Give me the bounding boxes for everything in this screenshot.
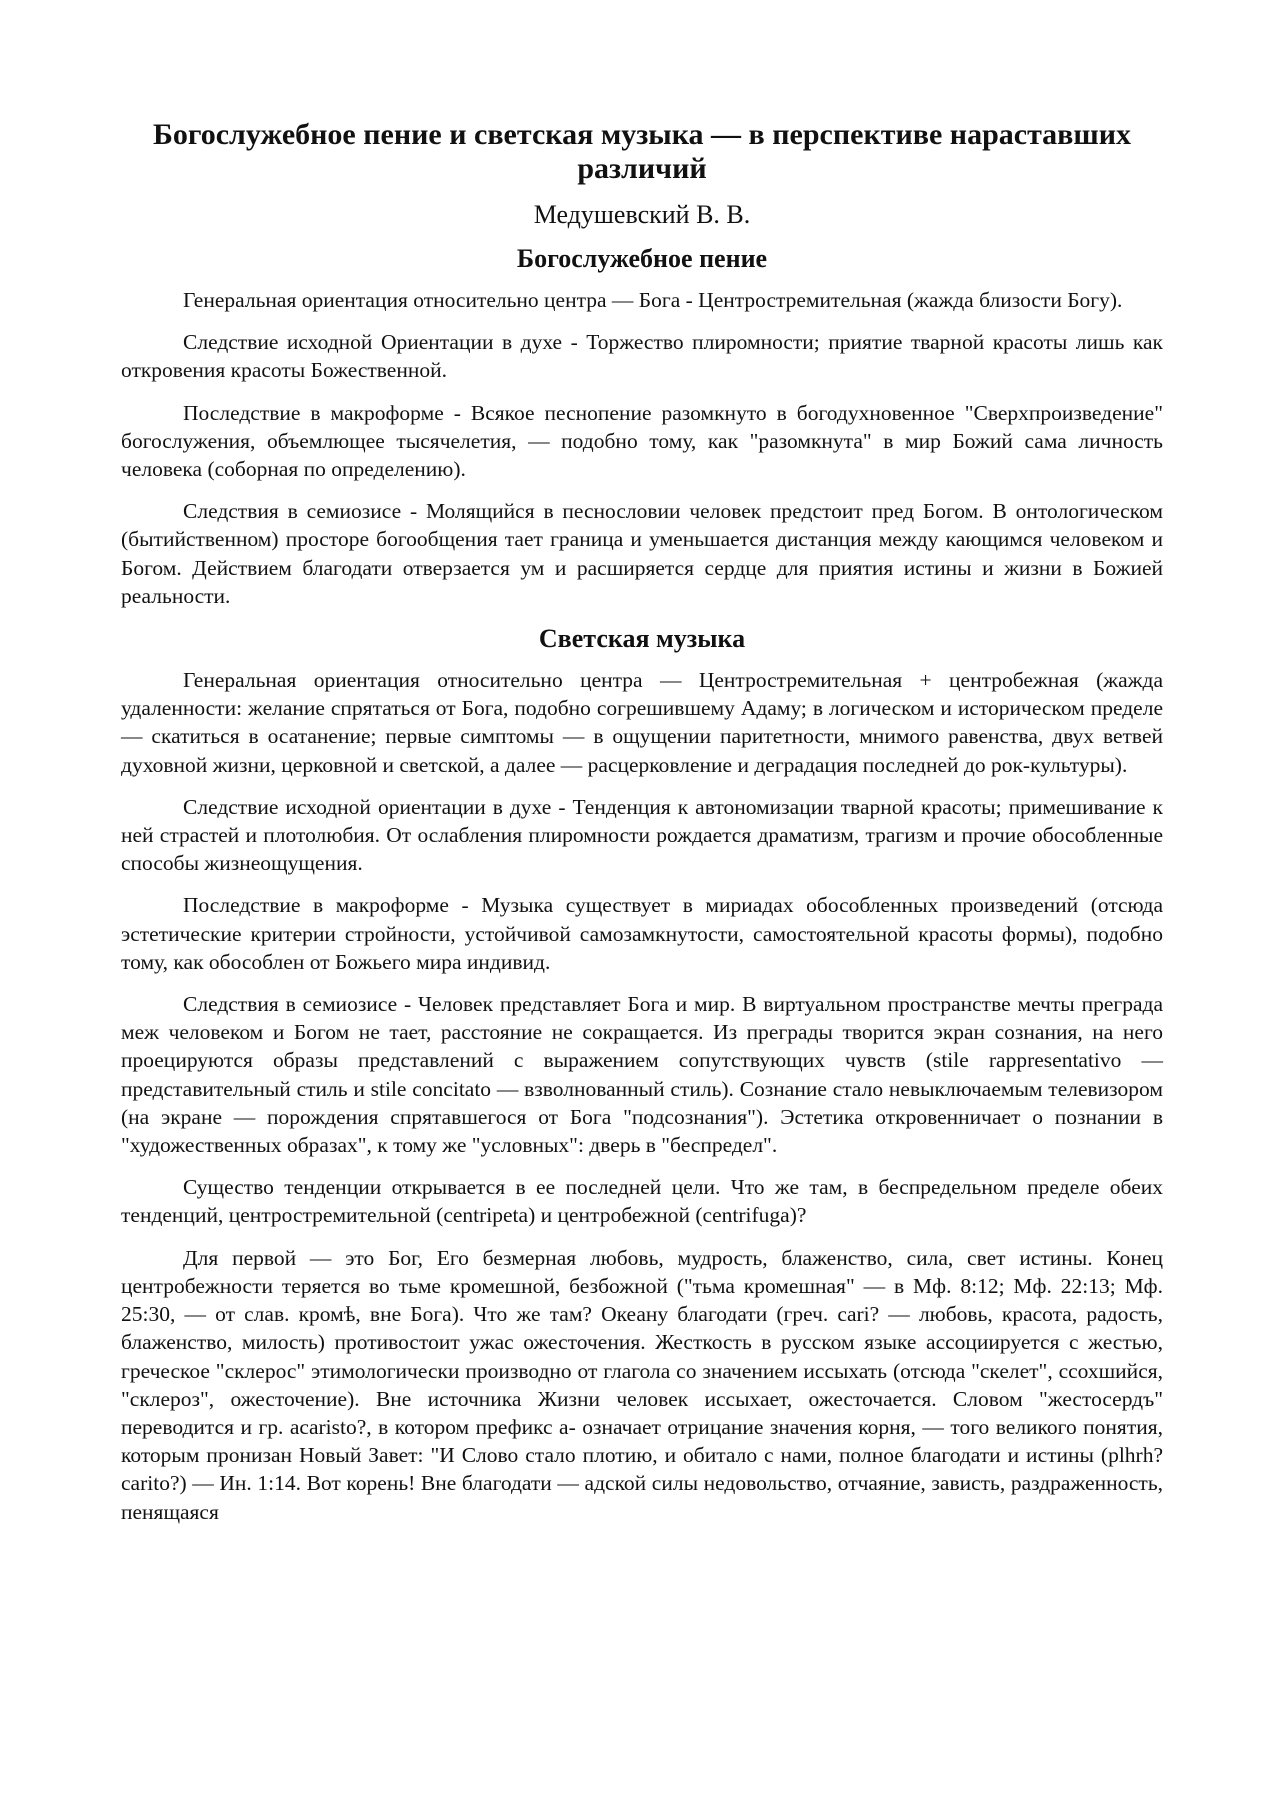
document-page xyxy=(121,118,1163,1526)
paragraph: Следствие исходной Ориентации в духе - Торжество плиромности; приятие тварной красоты лишь как откровения красоты Божественной. xyxy=(121,330,1163,383)
paragraph: Для первой — это Бог, Его безмерная любовь, мудрость, блаженство, сила, свет истины. Конец центробежности теряется во тьме кромешной, безбожной ("тьма кромешная" — в Мф. 8:12; Мф. 22:13; Мф. 25:30, — от слав. кромѣ, вне Бога). Что же там? Океану благодати (греч. cari? — любовь, красота, радость, блаженство, милость) противостоит ужас ожесточения. Жесткость в русском языке ассоциируется с жестью, греческое "склерос" этимологически производно от глагола со значением иссыхать (отсюда "скелет", ссохшийся, "склероз", ожесточение). Вне источника Жизни человек иссыхает, ожесточается. Словом "жестосердъ" переводится и гр. acaristo?, в котором префикс а- означает отрицание значения корня, — того великого понятия, которым пронизан Новый Завет: "И Слово стало плотию, и обитало с нами, полное благодати и истины (plhrh? carito?) — Ин. 1:14. Вот корень! Вне благодати — адской силы недовольство, отчаяние, зависть, раздраженность, пенящаяся xyxy=(121,1245,1163,1524)
paragraph: Следствия в семиозисе - Молящийся в песнословии человек предстоит пред Богом. В онтологическом (бытийственном) просторе богообщения тает граница и уменьшается дистанция между кающимся человеком и Богом. Действием благодати отверзается ум и расширяется сердце для приятия истины и жизни в Божией реальности. xyxy=(121,499,1163,608)
paragraph: Следствие исходной ориентации в духе - Тенденция к автономизации тварной красоты; примешивание к ней страстей и плотолюбия. От ослабления плиромности рождается драматизм, трагизм и прочие обособленные способы жизнеощущения. xyxy=(121,794,1163,876)
paragraph: Генеральная ориентация относительно центра — Центростремительная + центробежная (жажда удаленности: желание спрятаться от Бога, подобно согрешившему Адаму; в логическом и историческом пределе — скатиться в осатанение; первые симптомы — в ощущении паритетности, мнимого равенства, двух ветвей духовной жизни, церковной и светской, а далее — расцерковление и деградация последней до рок-культуры). xyxy=(121,668,1163,777)
paragraph: Следствия в семиозисе - Человек представляет Бога и мир. В виртуальном пространстве мечты преграда меж человеком и Богом не тает, расстояние не сокращается. Из преграды творится экран сознания, на него проецируются образы представлений с выражением сопутствующих чувств (stile rappresentativo — представительный стиль и stile concitato — взволнованный стиль). Сознание стало невыключаемым телевизором (на экране — порождения спрятавшегося от Бога "подсознания"). Эстетика откровенничает о познании в "художественных образах", к тому же "условных": дверь в "беспредел". xyxy=(121,992,1163,1158)
paragraph: Генеральная ориентация относительно центра — Бога - Центростремительная (жажда близости Богу). xyxy=(183,288,1123,312)
section-heading-liturgical-singing: Богослужебное пение xyxy=(516,244,768,273)
document-title: Богослужебное пение и светская музыка — в перспективе нараставших различий xyxy=(153,118,1131,185)
document-author: Медушевский В. В. xyxy=(533,200,751,229)
paragraph: Последствие в макроформе - Музыка существует в мириадах обособленных произведений (отсюда эстетические критерии стройности, устойчивой самозамкнутости, самостоятельной красоты формы), подобно тому, как обособлен от Божьего мира индивид. xyxy=(121,893,1163,974)
section-heading-secular-music: Светская музыка xyxy=(538,624,746,654)
paragraph: Существо тенденции открывается в ее последней цели. Что же там, в беспредельном пределе обеих тенденций, центростремительной (centripeta) и центробежной (centrifuga)? xyxy=(121,1175,1163,1228)
paragraph: Последствие в макроформе - Всякое песнопение разомкнуто в богодухновенное "Сверхпроизведение" богослужения, объемлющее тысячелетия, — подобно тому, как "разомкнута" в мир Божий сама личность человека (соборная по определению). xyxy=(121,400,1163,482)
